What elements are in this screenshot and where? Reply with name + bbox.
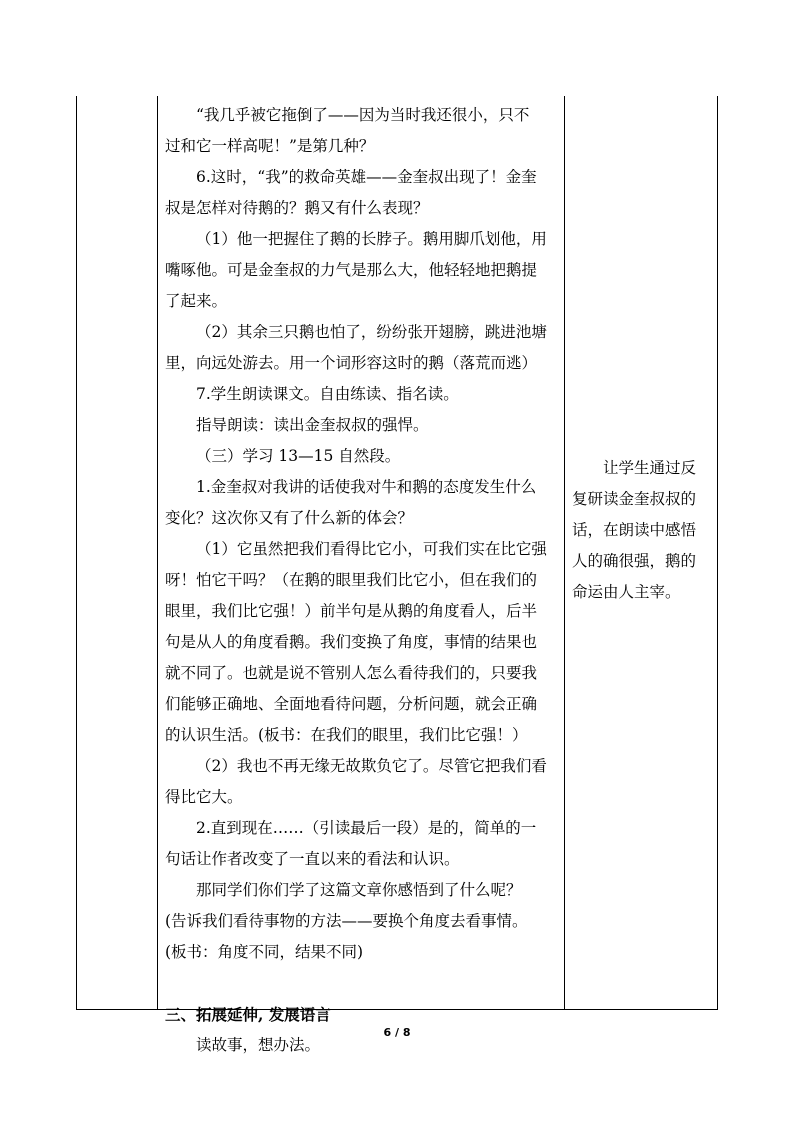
text-line: 变化？这次你又有了什么新的体会？	[165, 509, 414, 527]
text-line: 就不同了。也就是说不管别人怎么看待我们的，只要我	[165, 664, 538, 682]
text-line: （三）学习 13—15 自然段。	[196, 447, 401, 465]
column-divider-right	[564, 96, 565, 1009]
text-line: 6.这时，“我”的救命英雄——金奎叔出现了！金奎	[196, 168, 537, 186]
text-line: 指导朗读：读出金奎叔叔的强悍。	[196, 416, 429, 434]
text-line: (告诉我们看待事物的方法——要换个角度去看事情。	[165, 912, 528, 930]
text-line: 里，向远处游去。用一个词形容这时的鹅（落荒而逃）	[165, 354, 538, 372]
text-line: （2）我也不再无缘无故欺负它了。尽管它把我们看	[196, 757, 547, 775]
paragraph-gap	[165, 968, 561, 999]
text-line: （2）其余三只鹅也怕了，纷纷张开翅膀，跳进池塘	[196, 323, 547, 341]
text-line: 那同学们你们学了这篇文章你感悟到了什么呢？	[196, 881, 522, 899]
text-line: 们能够正确地、全面地看待问题，分析问题，就会正确	[165, 695, 538, 713]
text-line: 眼里，我们比它强！）前半句是从鹅的角度看人，后半	[165, 602, 538, 620]
text-line: 句是从人的角度看鹅。我们变换了角度，事情的结果也	[165, 633, 538, 651]
main-content-cell	[165, 100, 561, 1061]
column-divider-left	[157, 96, 158, 1009]
text-line: 的认识生活。(板书：在我们的眼里，我们比它强！）	[165, 726, 528, 744]
text-line: (板书：角度不同，结果不同)	[165, 943, 364, 961]
note-line: 话，在朗读中感悟	[572, 521, 697, 539]
page-number: 6 / 8	[383, 1026, 411, 1039]
text-line: （1）他一把握住了鹅的长脖子。鹅用脚爪划他，用	[196, 230, 547, 248]
text-line: 嘴啄他。可是金奎叔的力气是那么大，他轻轻地把鹅提	[165, 261, 538, 279]
text-line: 1.金奎叔对我讲的话使我对牛和鹅的态度发生什么	[196, 478, 537, 496]
text-line: 叔是怎样对待鹅的？鹅又有什么表现？	[165, 199, 429, 217]
text-line: 过和它一样高呢！”是第几种？	[165, 137, 375, 155]
text-line: 读故事，想办法。	[196, 1036, 321, 1054]
text-line: 2.直到现在……（引读最后一段）是的，简单的一	[196, 819, 537, 837]
text-line: 了起来。	[165, 292, 228, 310]
text-line: 7.学生朗读课文。自由练读、指名读。	[196, 385, 459, 403]
note-line: 人的确很强，鹅的	[572, 552, 697, 570]
note-line: 让学生通过反	[572, 459, 697, 477]
text-line: 呀！怕它干吗？（在鹅的眼里我们比它小，但在我们的	[165, 571, 538, 589]
text-line: 句话让作者改变了一直以来的看法和认识。	[165, 850, 460, 868]
design-intent-cell	[572, 453, 706, 608]
text-line: “我几乎被它拖倒了——因为当时我还很小，只不	[196, 106, 530, 124]
note-line: 复研读金奎叔叔的	[572, 490, 697, 508]
note-line: 命运由人主宰。	[572, 583, 681, 601]
section-heading: 三、拓展延伸, 发展语言	[165, 1005, 331, 1024]
text-line: （1）它虽然把我们看得比它小，可我们实在比它强	[196, 540, 547, 558]
text-line: 得比它大。	[165, 788, 243, 806]
